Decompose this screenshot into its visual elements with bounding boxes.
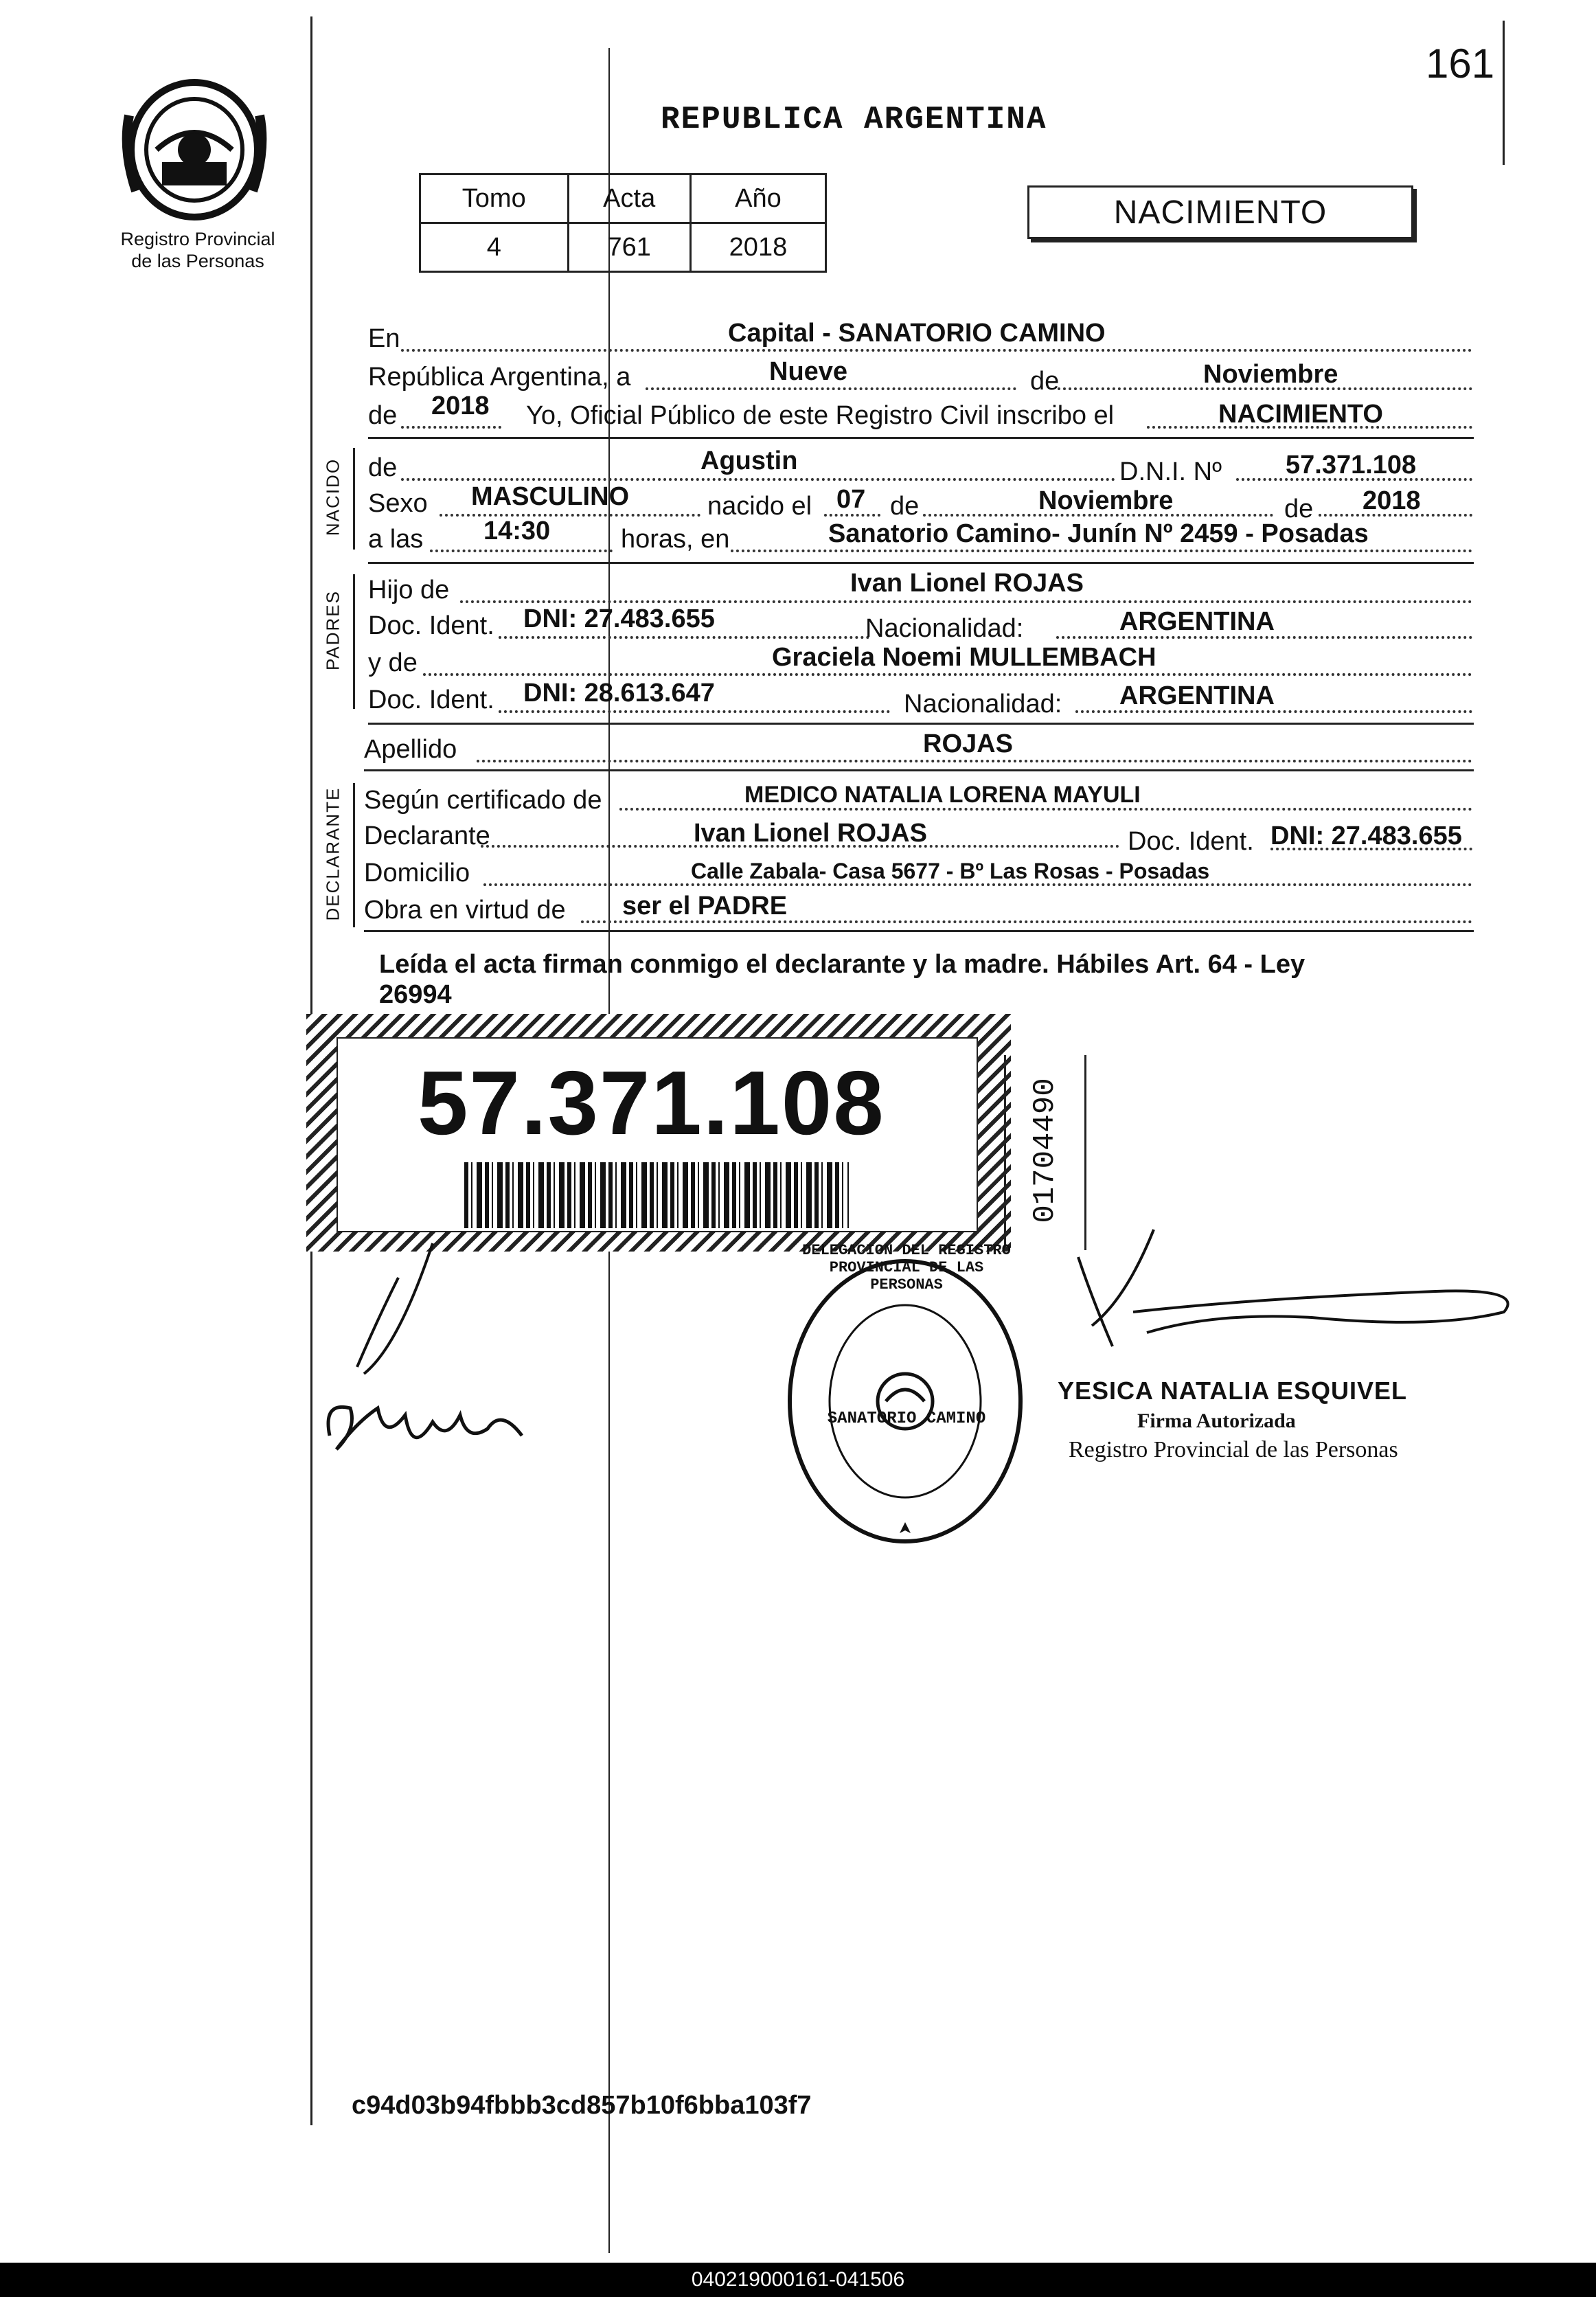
record-header-acta: Acta — [568, 174, 690, 223]
value-dia-nac: 07 — [836, 485, 866, 514]
rule — [368, 723, 1474, 725]
label-de3: de — [890, 492, 920, 521]
value-madre: Graciela Noemi MULLEMBACH — [772, 643, 1156, 672]
label-republica: República Argentina, a — [368, 363, 631, 392]
label-doc-ident: Doc. Ident. — [368, 611, 494, 640]
dots — [477, 760, 1472, 762]
seal-icon — [783, 1254, 1027, 1548]
right-edge-line — [1503, 21, 1505, 165]
serial-number: 01704490 — [1028, 1078, 1062, 1223]
label-nacionalidad: Nacionalidad: — [865, 614, 1024, 643]
section-label-declarante: DECLARANTE — [322, 787, 343, 921]
left-signature — [316, 1236, 549, 1497]
value-lugar-nac: Sanatorio Camino- Junín Nº 2459 - Posadas — [828, 519, 1369, 548]
document-title: REPUBLICA ARGENTINA — [661, 102, 1047, 137]
record-header-anio: Año — [690, 174, 825, 223]
signature-icon — [316, 1236, 549, 1497]
rule — [364, 769, 1474, 771]
rule — [368, 437, 1474, 439]
section-label-padres: PADRES — [322, 590, 343, 670]
label-horas-en: horas, en — [621, 525, 730, 554]
misiones-crest-icon — [115, 74, 273, 221]
doc-type-label: NACIMIENTO — [1113, 194, 1327, 231]
value-certificado: MEDICO NATALIA LORENA MAYULI — [744, 782, 1141, 808]
value-padre: Ivan Lionel ROJAS — [850, 569, 1084, 598]
value-lugar: Capital - SANATORIO CAMINO — [728, 319, 1106, 348]
page-number: 161 — [1426, 41, 1495, 87]
section-label-nacido: NACIDO — [322, 457, 343, 536]
declarante-bracket — [353, 783, 355, 927]
footer-bar — [0, 2263, 1596, 2297]
closing-line2: 26994 — [379, 980, 452, 1009]
dni-number: 57.371.108 — [418, 1052, 885, 1153]
dots — [499, 636, 869, 639]
logo-caption-line2: de las Personas — [131, 251, 264, 271]
value-nombre: Agustin — [700, 446, 798, 475]
label-de2: de — [368, 401, 398, 430]
record-value-tomo: 4 — [420, 223, 569, 272]
value-dni: 57.371.108 — [1286, 451, 1417, 479]
value-madre-doc: DNI: 28.613.647 — [523, 679, 715, 708]
value-mes: Noviembre — [1203, 360, 1338, 389]
document-hash: c94d03b94fbbb3cd857b10f6bba103f7 — [352, 2091, 812, 2120]
value-sexo: MASCULINO — [471, 482, 630, 511]
dots — [499, 710, 890, 713]
signatory-org: Registro Provincial de las Personas — [1069, 1437, 1398, 1462]
registry-logo — [115, 74, 273, 221]
dots — [401, 426, 501, 429]
barcode — [464, 1162, 849, 1228]
seal-outer-text: DELEGACION DEL REGISTRO PROVINCIAL DE LAS PERSONAS — [802, 1242, 1011, 1293]
value-hora: 14:30 — [483, 517, 551, 545]
label-declarante: Declarante — [364, 822, 490, 850]
label-apellido: Apellido — [364, 735, 457, 764]
value-padre-doc: DNI: 27.483.655 — [523, 604, 715, 633]
label-dni: D.N.I. Nº — [1119, 457, 1222, 486]
registry-seal — [783, 1254, 1027, 1548]
label-obra: Obra en virtud de — [364, 896, 566, 925]
label-de4: de — [1284, 495, 1314, 523]
label-domicilio: Domicilio — [364, 859, 470, 887]
label-y-de: y de — [368, 648, 418, 677]
value-madre-nac: ARGENTINA — [1119, 681, 1275, 710]
label-yo: Yo, Oficial Público de este Registro Civil inscribo el — [526, 401, 1115, 430]
signatory-name: YESICA NATALIA ESQUIVEL — [1058, 1377, 1408, 1405]
value-mes-nac: Noviembre — [1038, 486, 1174, 515]
dots — [460, 600, 1472, 603]
value-anio: 2018 — [431, 392, 490, 420]
dots — [440, 514, 700, 517]
closing-line1: Leída el acta firman conmigo el declarante y la madre. Hábiles Art. 64 - Ley — [379, 950, 1306, 979]
seal-inner-text: SANATORIO CAMINO — [827, 1410, 986, 1428]
footer-code: 040219000161-041506 — [691, 2268, 905, 2291]
dots — [646, 387, 1016, 390]
value-apellido: ROJAS — [923, 729, 1013, 758]
label-de: de — [1030, 367, 1060, 396]
value-obra: ser el PADRE — [622, 892, 788, 920]
label-de-nombre: de — [368, 453, 398, 482]
value-padre-nac: ARGENTINA — [1119, 607, 1275, 636]
value-dia: Nueve — [769, 357, 848, 386]
value-tipo: NACIMIENTO — [1218, 400, 1383, 429]
dots — [1270, 848, 1472, 850]
signature-icon — [1051, 1216, 1531, 1388]
record-table — [419, 173, 827, 273]
label-nacido-el: nacido el — [707, 492, 812, 521]
rule — [368, 562, 1474, 564]
label-sexo: Sexo — [368, 489, 428, 518]
dots — [401, 478, 1115, 481]
label-nacionalidad2: Nacionalidad: — [904, 690, 1062, 718]
value-declarante-doc: DNI: 27.483.655 — [1270, 822, 1462, 850]
label-doc-ident3: Doc. Ident. — [1128, 827, 1254, 856]
label-doc-ident2: Doc. Ident. — [368, 686, 494, 714]
label-segun: Según certificado de — [364, 786, 602, 815]
rule — [364, 930, 1474, 932]
padres-bracket — [353, 574, 355, 709]
logo-caption — [102, 228, 294, 272]
closing-text — [379, 949, 1305, 1010]
value-declarante: Ivan Lionel ROJAS — [694, 819, 927, 848]
dots — [430, 550, 613, 552]
dots — [731, 550, 1472, 552]
dots — [423, 673, 1472, 676]
record-value-anio: 2018 — [690, 223, 825, 272]
value-domicilio: Calle Zabala- Casa 5677 - Bº Las Rosas - Posadas — [691, 859, 1210, 883]
logo-caption-line1: Registro Provincial — [120, 229, 275, 249]
label-hijo-de: Hijo de — [368, 576, 450, 604]
label-en: En — [368, 324, 400, 353]
doc-type-box — [1027, 185, 1413, 239]
right-signature — [1051, 1216, 1531, 1388]
value-anio-nac: 2018 — [1363, 486, 1421, 515]
label-a-las: a las — [368, 525, 424, 554]
record-value-acta: 761 — [568, 223, 690, 272]
nacido-bracket — [353, 448, 355, 550]
signatory-title: Firma Autorizada — [1137, 1410, 1296, 1432]
record-header-tomo: Tomo — [420, 174, 569, 223]
dots — [401, 349, 1472, 352]
